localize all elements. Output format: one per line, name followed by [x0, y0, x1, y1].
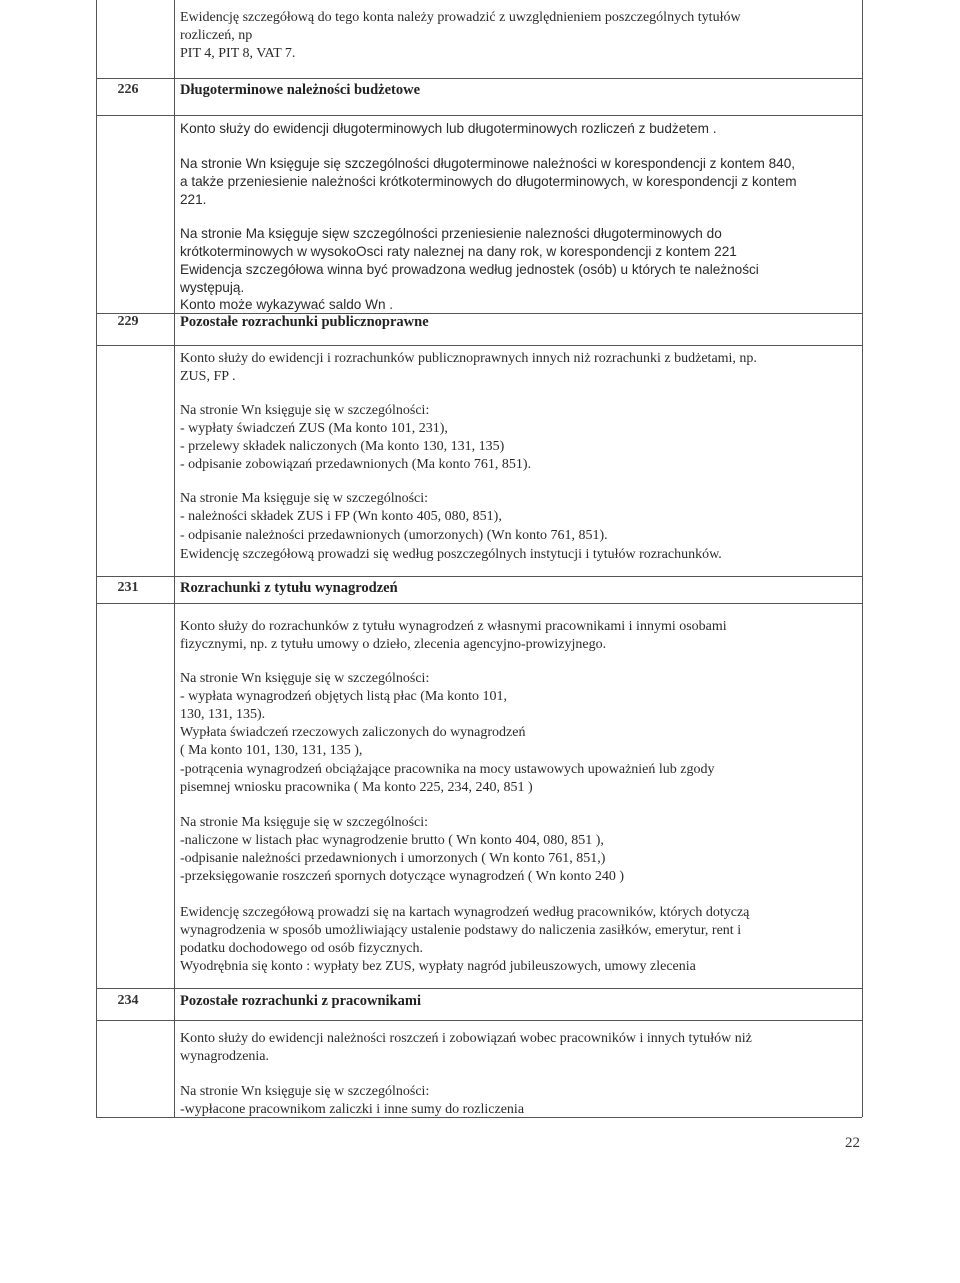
ma-line: Na stronie Ma księguje się w szczególności:	[180, 491, 429, 506]
ma-line: Konto może wykazywać saldo Wn .	[180, 297, 394, 312]
ma-line: krótkoterminowych w wysokoOsci raty naleznej na dany rok, w korespondencji z kontem 221	[180, 244, 737, 259]
wn-line: pisemnej wniosku pracownika ( Ma konto 225, 234, 240, 851 )	[180, 780, 533, 795]
section-title: Pozostałe rozrachunki z pracownikami	[180, 993, 421, 1009]
section-description: wynagrodzenia.	[180, 1049, 270, 1064]
intro-line: PIT 4, PIT 8, VAT 7.	[180, 46, 296, 61]
wn-line: - przelewy składek naliczonych (Ma konto 130, 131, 135)	[180, 439, 505, 454]
account-number: 231	[117, 580, 139, 595]
wn-line: - wypłata wynagrodzeń objętych listą płac (Ma konto 101,	[180, 689, 507, 704]
row-divider	[96, 576, 862, 577]
ma-line: -przeksięgowanie roszczeń spornych dotyczące wynagrodzeń ( Wn konto 240 )	[180, 869, 625, 884]
ma-line: Ewidencję szczegółową prowadzi się według poszczególnych instytucji i tytułów rozrachunków.	[180, 547, 722, 562]
wn-line: Na stronie Wn księguje się w szczególności:	[180, 403, 430, 418]
section-description: Konto służy do ewidencji należności roszczeń i zobowiązań wobec pracowników i innych tytułów niż	[180, 1031, 752, 1046]
note-line: wynagrodzenia w sposób umożliwiający ustalenie podstawy do naliczenia zasiłków, emerytur, rent i	[180, 923, 742, 938]
note-line: podatku dochodowego od osób fizycznych.	[180, 941, 423, 956]
section-description: Konto służy do ewidencji długoterminowych lub długoterminowych rozliczeń z budżetem .	[180, 121, 717, 136]
wn-line: Na stronie Wn księguje się szczególności długoterminowe należności w korespondencji z kontem 840,	[180, 156, 796, 171]
ma-line: Na stronie Ma księguje się w szczególności:	[180, 815, 429, 830]
wn-line: - wypłaty świadczeń ZUS (Ma konto 101, 231),	[180, 421, 448, 436]
wn-line: Na stronie Wn księguje się w szczególności:	[180, 671, 430, 686]
intro-line: Ewidencję szczegółową do tego konta należy prowadzić z uwzględnieniem poszczególnych tytułów	[180, 10, 741, 25]
section-description: Konto służy do ewidencji i rozrachunków publicznoprawnych innych niż rozrachunki z budżetami, np.	[180, 351, 757, 366]
wn-line: Na stronie Wn księguje się w szczególności:	[180, 1084, 430, 1099]
ma-line: -odpisanie należności przedawnionych i umorzonych ( Wn konto 761, 851,)	[180, 851, 606, 866]
ma-line: Ewidencja szczegółowa winna być prowadzona według jednostek (osób) u których te należności	[180, 262, 759, 277]
wn-line: a także przeniesienie należności krótkoterminowych do długoterminowych, w korespondencji z kontem	[180, 174, 797, 189]
note-line: Ewidencję szczegółową prowadzi się na kartach wynagrodzeń według pracowników, których dotyczą	[180, 905, 750, 920]
wn-line: 130, 131, 135).	[180, 707, 266, 722]
wn-line: -wypłacone pracownikom zaliczki i inne sumy do rozliczenia	[180, 1102, 525, 1117]
ma-line: - odpisanie należności przedawnionych (umorzonych) (Wn konto 761, 851).	[180, 528, 608, 543]
row-divider	[96, 115, 862, 116]
section-description: fizycznymi, np. z tytułu umowy o dzieło, zlecenia agencyjno-prowizyjnego.	[180, 637, 607, 652]
section-description: ZUS, FP .	[180, 369, 236, 384]
ma-line: występują.	[180, 280, 245, 295]
account-number: 229	[117, 314, 139, 329]
ma-line: - należności składek ZUS i FP (Wn konto 405, 080, 851),	[180, 509, 502, 524]
ma-line: Na stronie Ma księguje sięw szczególności przeniesienie naleznoścі długoterminowych do	[180, 226, 722, 241]
section-title: Rozrachunki z tytułu wynagrodzeń	[180, 580, 398, 596]
table-column-divider	[174, 0, 175, 1117]
account-number: 234	[117, 993, 139, 1008]
wn-line: - odpisanie zobowiązań przedawnionych (Ma konto 761, 851).	[180, 457, 532, 472]
intro-line: rozliczeń, np	[180, 28, 253, 43]
section-description: Konto służy do rozrachunków z tytułu wynagrodzeń z własnymi pracownikami i innymi osobami	[180, 619, 727, 634]
table-right-border	[862, 0, 863, 1117]
table-left-border	[96, 0, 97, 1117]
row-divider	[96, 988, 862, 989]
wn-line: Wypłata świadczeń rzeczowych zaliczonych do wynagrodzeń	[180, 725, 526, 740]
ma-line: -naliczone w listach płac wynagrodzenie brutto ( Wn konto 404, 080, 851 ),	[180, 833, 604, 848]
note-line: Wyodrębnia się konto : wypłaty bez ZUS, wypłaty nagród jubileuszowych, umowy zlecenia	[180, 959, 696, 974]
wn-line: ( Ma konto 101, 130, 131, 135 ),	[180, 743, 363, 758]
row-divider	[96, 345, 862, 346]
page-number: 22	[845, 1135, 860, 1151]
section-title: Długoterminowe należności budżetowe	[180, 82, 421, 98]
row-divider	[96, 78, 862, 79]
row-divider	[96, 1020, 862, 1021]
row-divider	[96, 603, 862, 604]
wn-line: -potrącenia wynagrodzeń obciążające pracownika na mocy ustawowych upoważnień lub zgody	[180, 762, 715, 777]
wn-line: 221.	[180, 192, 207, 207]
account-number: 226	[117, 82, 139, 97]
section-title: Pozostałe rozrachunki publicznoprawne	[180, 314, 429, 330]
